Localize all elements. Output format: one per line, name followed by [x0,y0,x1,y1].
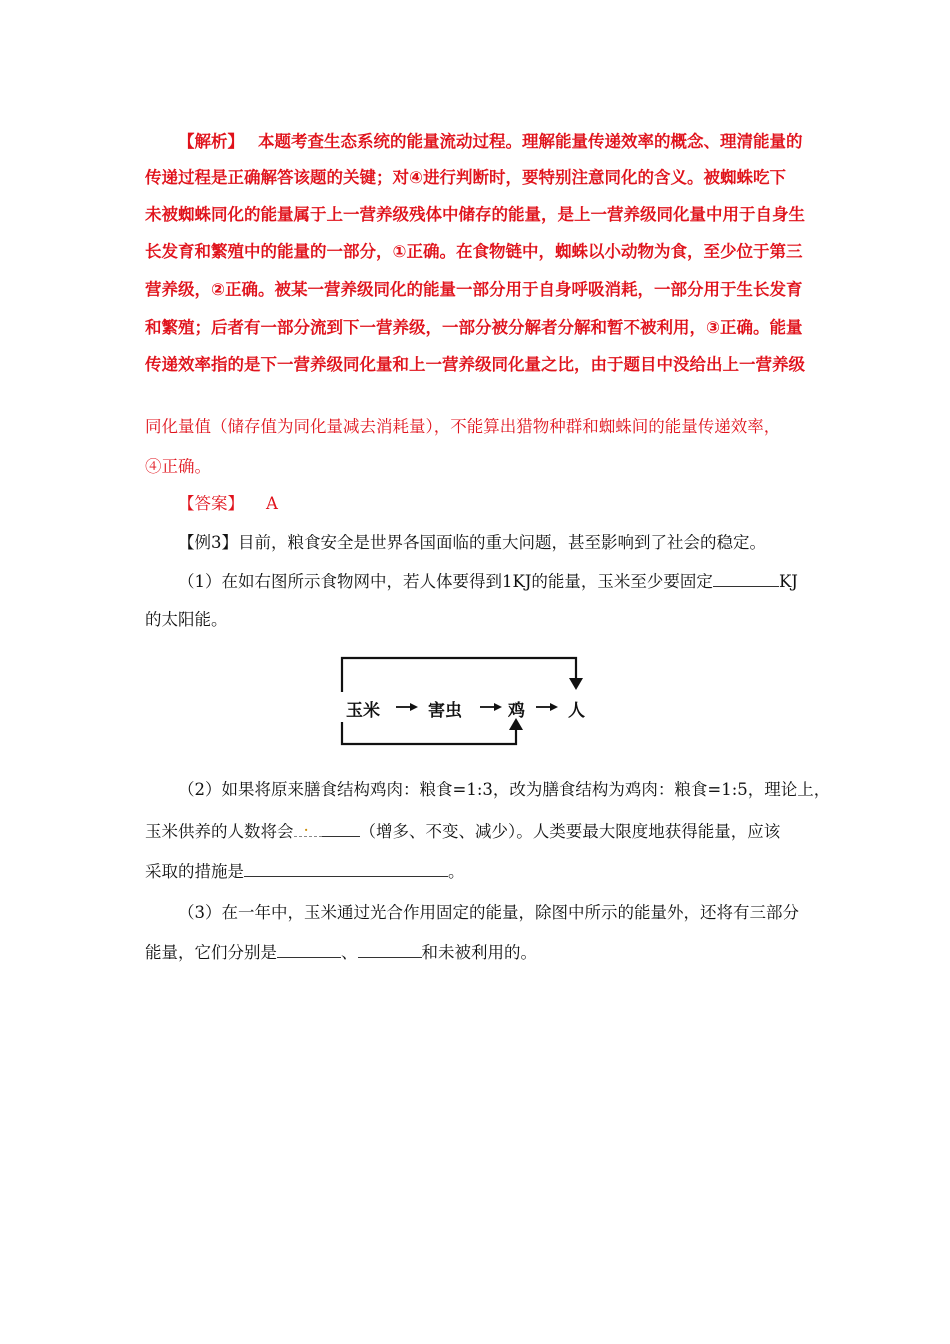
analysis-tail-2: ④正确。 [145,457,211,476]
answer-value: A [266,494,278,513]
arrow-corn-pest-head [410,703,418,711]
node-chicken: 鸡 [508,701,525,721]
analysis-line-2: 传递过程是正确解答该题的关键；对④进行判断时，要特别注意同化的含义。被蜘蛛吃下 [145,168,786,187]
question-2-line-a: （2）如果将原来膳食结构鸡肉：粮食=1:3，改为膳食结构为鸡肉：粮食=1:5，理论上， [178,780,831,799]
answer-blank-2c[interactable] [244,862,448,877]
question-3-sep: 、 [341,943,358,962]
bottom-connector [342,722,516,744]
node-corn: 玉米 [346,701,380,721]
question-3-tail: 和未被利用的。 [421,943,537,962]
analysis-line-6: 和繁殖；后者有一部分流到下一营养级，一部分被分解者分解和暂不被利用，③正确。能量 [145,318,803,337]
question-3-line-b [145,943,537,963]
top-connector [342,658,576,692]
question-3-text: 能量，它们分别是 [145,943,277,962]
question-1-line-a [178,572,798,592]
question-2-line-b [145,816,781,842]
answer-blank-1[interactable] [713,572,779,587]
answer-blank-2a[interactable] [294,816,322,837]
example-intro-line [178,533,766,553]
blank-dot: . [303,816,309,835]
answer-blank-3b[interactable] [358,943,422,958]
analysis-line-7: 传递效率指的是下一营养级同化量和上一营养级同化量之比，由于题目中没给出上一营养级 [145,355,805,374]
analysis-line-1 [178,132,803,152]
arrow-chicken-human-head [550,703,558,711]
question-1-text: （1）在如右图所示食物网中，若人体要得到1KJ的能量，玉米至少要固定 [178,572,713,591]
answer-blank-2b[interactable] [322,822,360,837]
question-1-line-b: 的太阳能。 [145,610,228,629]
question-2-line-c [145,862,465,882]
arrow-pest-chicken-head [494,703,502,711]
answer-label: 【答案】 [178,494,244,513]
answer-line [178,494,278,514]
analysis-line-4: 长发育和繁殖中的能量的一部分，①正确。在食物链中，蜘蛛以小动物为食，至少位于第三 [145,242,803,261]
analysis-text: 本题考查生态系统的能量流动过程。理解能量传递效率的概念、理清能量的 [258,132,803,151]
question-3-line-a: （3）在一年中，玉米通过光合作用固定的能量，除图中所示的能量外，还将有三部分 [178,903,799,922]
node-pest: 害虫 [428,701,462,721]
analysis-line-3: 未被蜘蛛同化的能量属于上一营养级残体中储存的能量，是上一营养级同化量中用于自身生 [145,205,805,224]
question-2-measure-text: 采取的措施是 [145,862,244,881]
question-1-unit: KJ [778,572,798,591]
analysis-line-5: 营养级，②正确。被某一营养级同化的能量一部分用于自身呼吸消耗，一部分用于生长发育 [145,280,803,299]
example-intro: 目前，粮食安全是世界各国面临的重大问题，甚至影响到了社会的稳定。 [238,533,766,552]
question-2-options: （增多、不变、减少）。人类要最大限度地获得能量，应该 [359,822,781,841]
node-human: 人 [568,701,585,721]
answer-blank-3a[interactable] [277,943,341,958]
example-label: 【例3】 [178,533,238,552]
question-2-text: 玉米供养的人数将会 [145,822,294,841]
top-arrowhead [569,678,583,690]
analysis-label: 【解析】 [178,132,244,151]
analysis-tail-1: 同化量值（储存值为同化量减去消耗量），不能算出猎物种群和蜘蛛间的能量传递效率， [145,417,781,436]
food-web-diagram [340,650,600,754]
question-2-end: 。 [448,862,465,881]
